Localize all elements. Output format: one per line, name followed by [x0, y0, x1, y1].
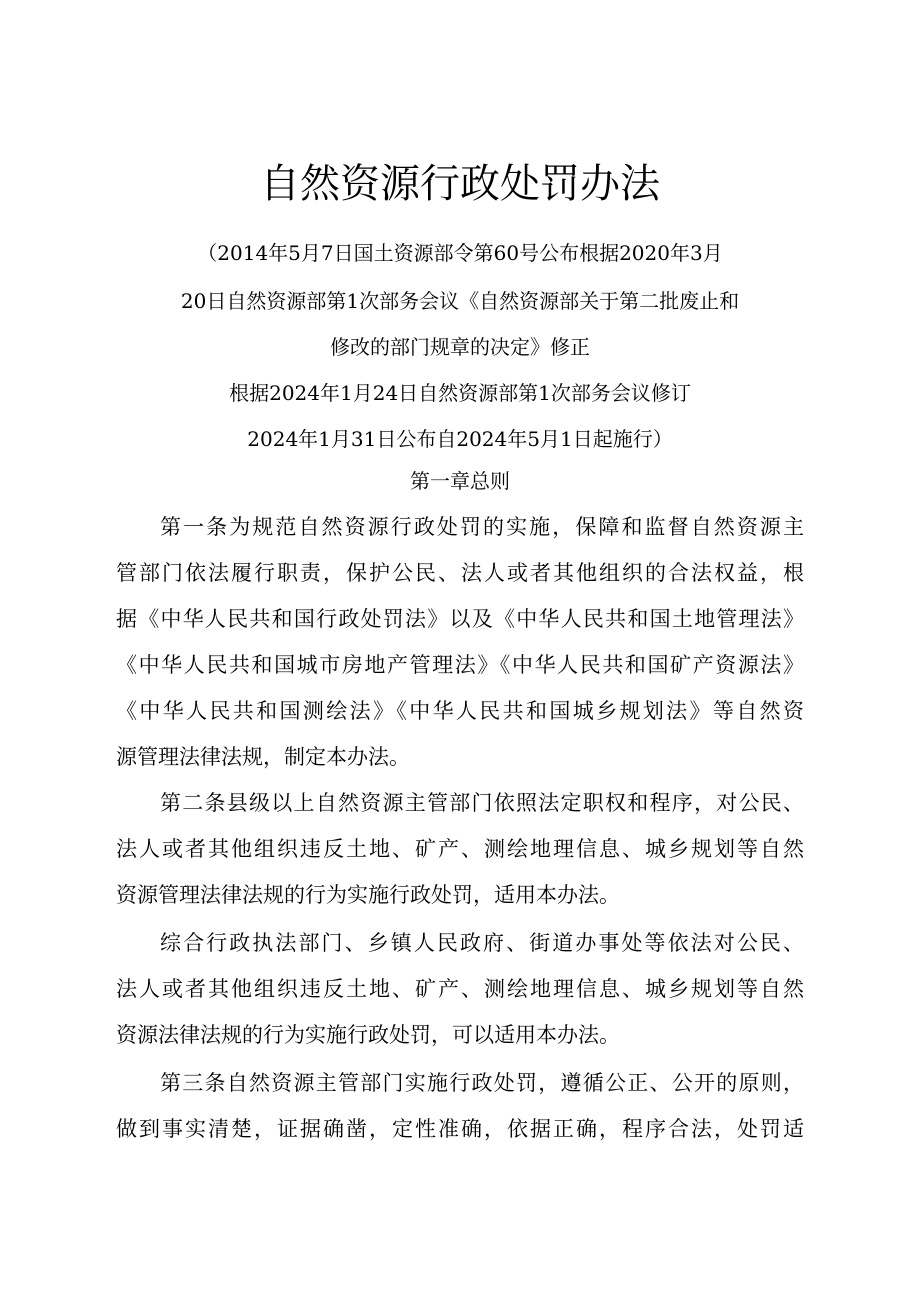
promulgation-line: 2024年1月31日公布自2024年5月1日起施行）: [247, 427, 673, 451]
paragraph-line: 第一条为规范自然资源行政处罚的实施，保障和监督自然资源主: [160, 515, 804, 539]
chapter-title: 第一章总则: [410, 469, 510, 493]
paragraph-line: 管部门依法履行职责，保护公民、法人或者其他组织的合法权益，根: [116, 561, 804, 585]
paragraph-line: 法人或者其他组织违反土地、矿产、测绘地理信息、城乡规划等自然: [116, 977, 804, 1001]
paragraph-line: 法人或者其他组织违反土地、矿产、测绘地理信息、城乡规划等自然: [116, 837, 804, 861]
promulgation-line: （2014年5月7日国土资源部令第60号公布根据2020年3月: [197, 241, 723, 265]
promulgation-line: 根据2024年1月24日自然资源部第1次部务会议修订: [229, 381, 691, 405]
paragraph-line: 综合行政执法部门、乡镇人民政府、街道办事处等依法对公民、: [160, 931, 804, 955]
paragraph-line: 《中华人民共和国测绘法》《中华人民共和国城乡规划法》等自然资: [116, 699, 804, 723]
paragraph-line: 资源法律法规的行为实施行政处罚，可以适用本办法。: [116, 1023, 620, 1047]
paragraph-line: 资源管理法律法规的行为实施行政处罚，适用本办法。: [116, 883, 620, 907]
paragraph-line: 第二条县级以上自然资源主管部门依照法定职权和程序，对公民、: [160, 791, 804, 815]
paragraph-line: 源管理法律法规，制定本办法。: [116, 745, 410, 769]
document-title: 自然资源行政处罚办法: [260, 161, 660, 207]
promulgation-line: 20日自然资源部第1次部务会议《自然资源部关于第二批废止和: [180, 289, 740, 313]
paragraph-line: 第三条自然资源主管部门实施行政处罚，遵循公正、公开的原则，: [160, 1071, 804, 1095]
paragraph-line: 据《中华人民共和国行政处罚法》以及《中华人民共和国土地管理法》: [116, 607, 804, 631]
promulgation-line: 修改的部门规章的决定》修正: [330, 335, 590, 359]
paragraph-line: 做到事实清楚，证据确凿，定性准确，依据正确，程序合法，处罚适: [116, 1117, 804, 1141]
paragraph-line: 《中华人民共和国城市房地产管理法》《中华人民共和国矿产资源法》: [116, 653, 804, 677]
